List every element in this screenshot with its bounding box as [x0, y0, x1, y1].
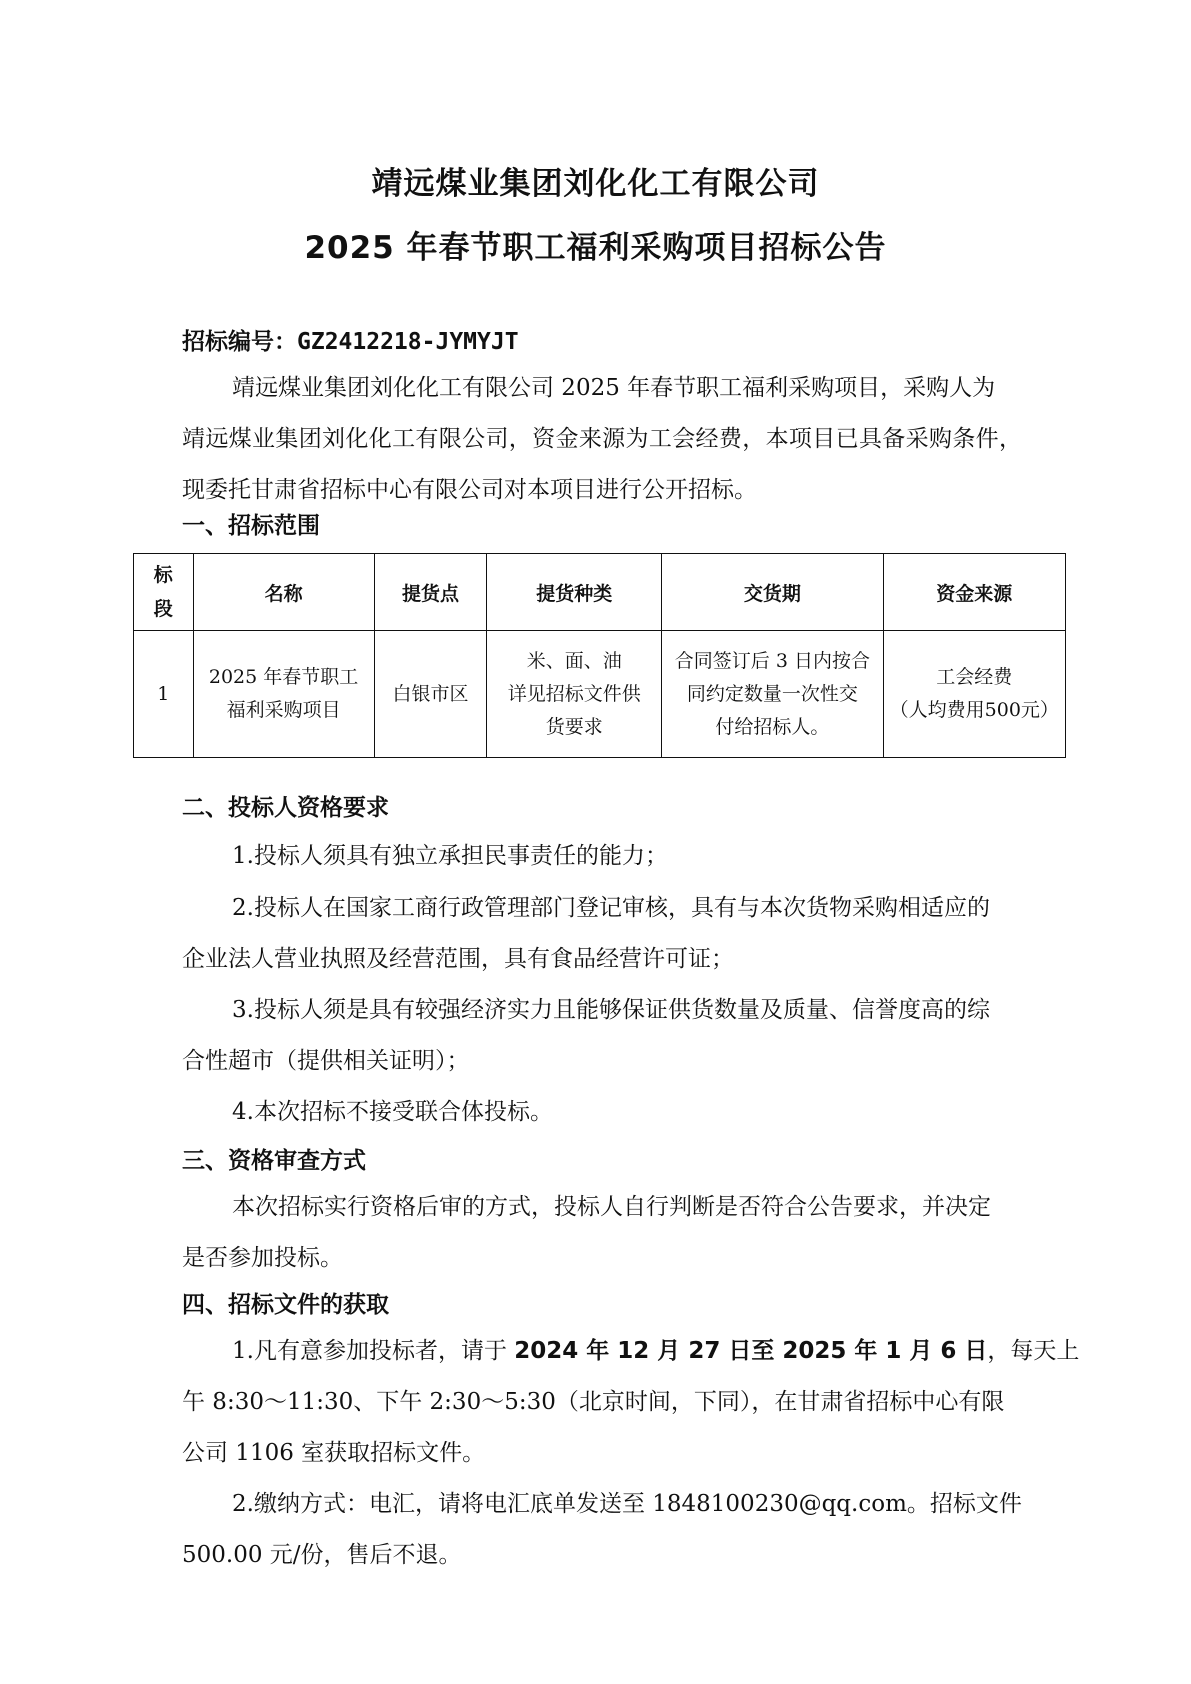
- header-fund-source: 资金来源: [883, 554, 1065, 631]
- obtain-item-2-line2: 500.00 元/份，售后不退。: [182, 1542, 462, 1568]
- cell-pickup-point: 白银市区: [374, 631, 487, 758]
- intro-line-2: 靖远煤业集团刘化化工有限公司，资金来源为工会经费，本项目已具备采购条件，: [182, 426, 1022, 452]
- obtain-date-range: 2024 年 12 月 27 日至 2025 年 1 月 6 日: [514, 1338, 988, 1364]
- header-pickup-type: 提货种类: [487, 554, 662, 631]
- section4-heading: 四、招标文件的获取: [182, 1292, 389, 1318]
- qualification-item-4: 4.本次招标不接受联合体投标。: [232, 1099, 553, 1125]
- qualification-item-2: 2.投标人在国家工商行政管理部门登记审核，具有与本次货物采购相适应的: [232, 895, 990, 921]
- section1-heading: 一、招标范围: [182, 513, 320, 539]
- header-lot: 标段: [134, 554, 194, 631]
- bid-number-line: [182, 327, 1022, 357]
- obtain-item-1-line2: 午 8:30～11:30、下午 2:30～5:30（北京时间，下同），在甘肃省招标中心有限: [182, 1389, 1005, 1415]
- review-line-1: 本次招标实行资格后审的方式，投标人自行判断是否符合公告要求，并决定: [232, 1194, 991, 1220]
- section2-heading: 二、投标人资格要求: [182, 795, 389, 821]
- bid-scope-table: [133, 553, 1066, 758]
- table-header-row: [134, 554, 1066, 631]
- review-line-2: 是否参加投标。: [182, 1245, 343, 1271]
- cell-fund-source: 工会经费 （人均费用500元）: [883, 631, 1065, 758]
- header-delivery-period: 交货期: [662, 554, 883, 631]
- intro-line-1: 靖远煤业集团刘化化工有限公司 2025 年春节职工福利采购项目，采购人为: [232, 375, 996, 401]
- cell-name: 2025 年春节职工 福利采购项目: [193, 631, 374, 758]
- qualification-item-3: 3.投标人须是具有较强经济实力且能够保证供货数量及质量、信誉度高的综: [232, 997, 990, 1023]
- header-pickup-point: 提货点: [374, 554, 487, 631]
- bid-number-label: 招标编号：: [182, 329, 297, 355]
- title-company: 靖远煤业集团刘化化工有限公司: [371, 166, 820, 202]
- title-project: 2025 年春节职工福利采购项目招标公告: [304, 230, 887, 266]
- table-row: [134, 631, 1066, 758]
- cell-pickup-type: 米、面、油 详见招标文件供 货要求: [487, 631, 662, 758]
- obtain-item-2: 2.缴纳方式：电汇，请将电汇底单发送至 1848100230@qq.com。招标文件: [232, 1491, 1022, 1517]
- header-name: 名称: [193, 554, 374, 631]
- intro-line-3: 现委托甘肃省招标中心有限公司对本项目进行公开招标。: [182, 477, 757, 503]
- qualification-item-1: 1.投标人须具有独立承担民事责任的能力；: [232, 843, 668, 869]
- cell-delivery-period: 合同签订后 3 日内按合 同约定数量一次性交 付给招标人。: [662, 631, 883, 758]
- bid-number-value: GZ2412218-JYMYJT: [297, 329, 519, 355]
- obtain-item-1-line3: 公司 1106 室获取招标文件。: [182, 1440, 486, 1466]
- cell-lot: 1: [134, 631, 194, 758]
- section3-heading: 三、资格审查方式: [182, 1148, 366, 1174]
- obtain-item-1: 1.凡有意参加投标者，请于 2024 年 12 月 27 日至 2025 年 1 月 6 日，每天上: [232, 1338, 1080, 1364]
- qualification-item-2-cont: 企业法人营业执照及经营范围，具有食品经营许可证；: [182, 946, 734, 972]
- qualification-item-3-cont: 合性超市（提供相关证明）；: [182, 1048, 470, 1074]
